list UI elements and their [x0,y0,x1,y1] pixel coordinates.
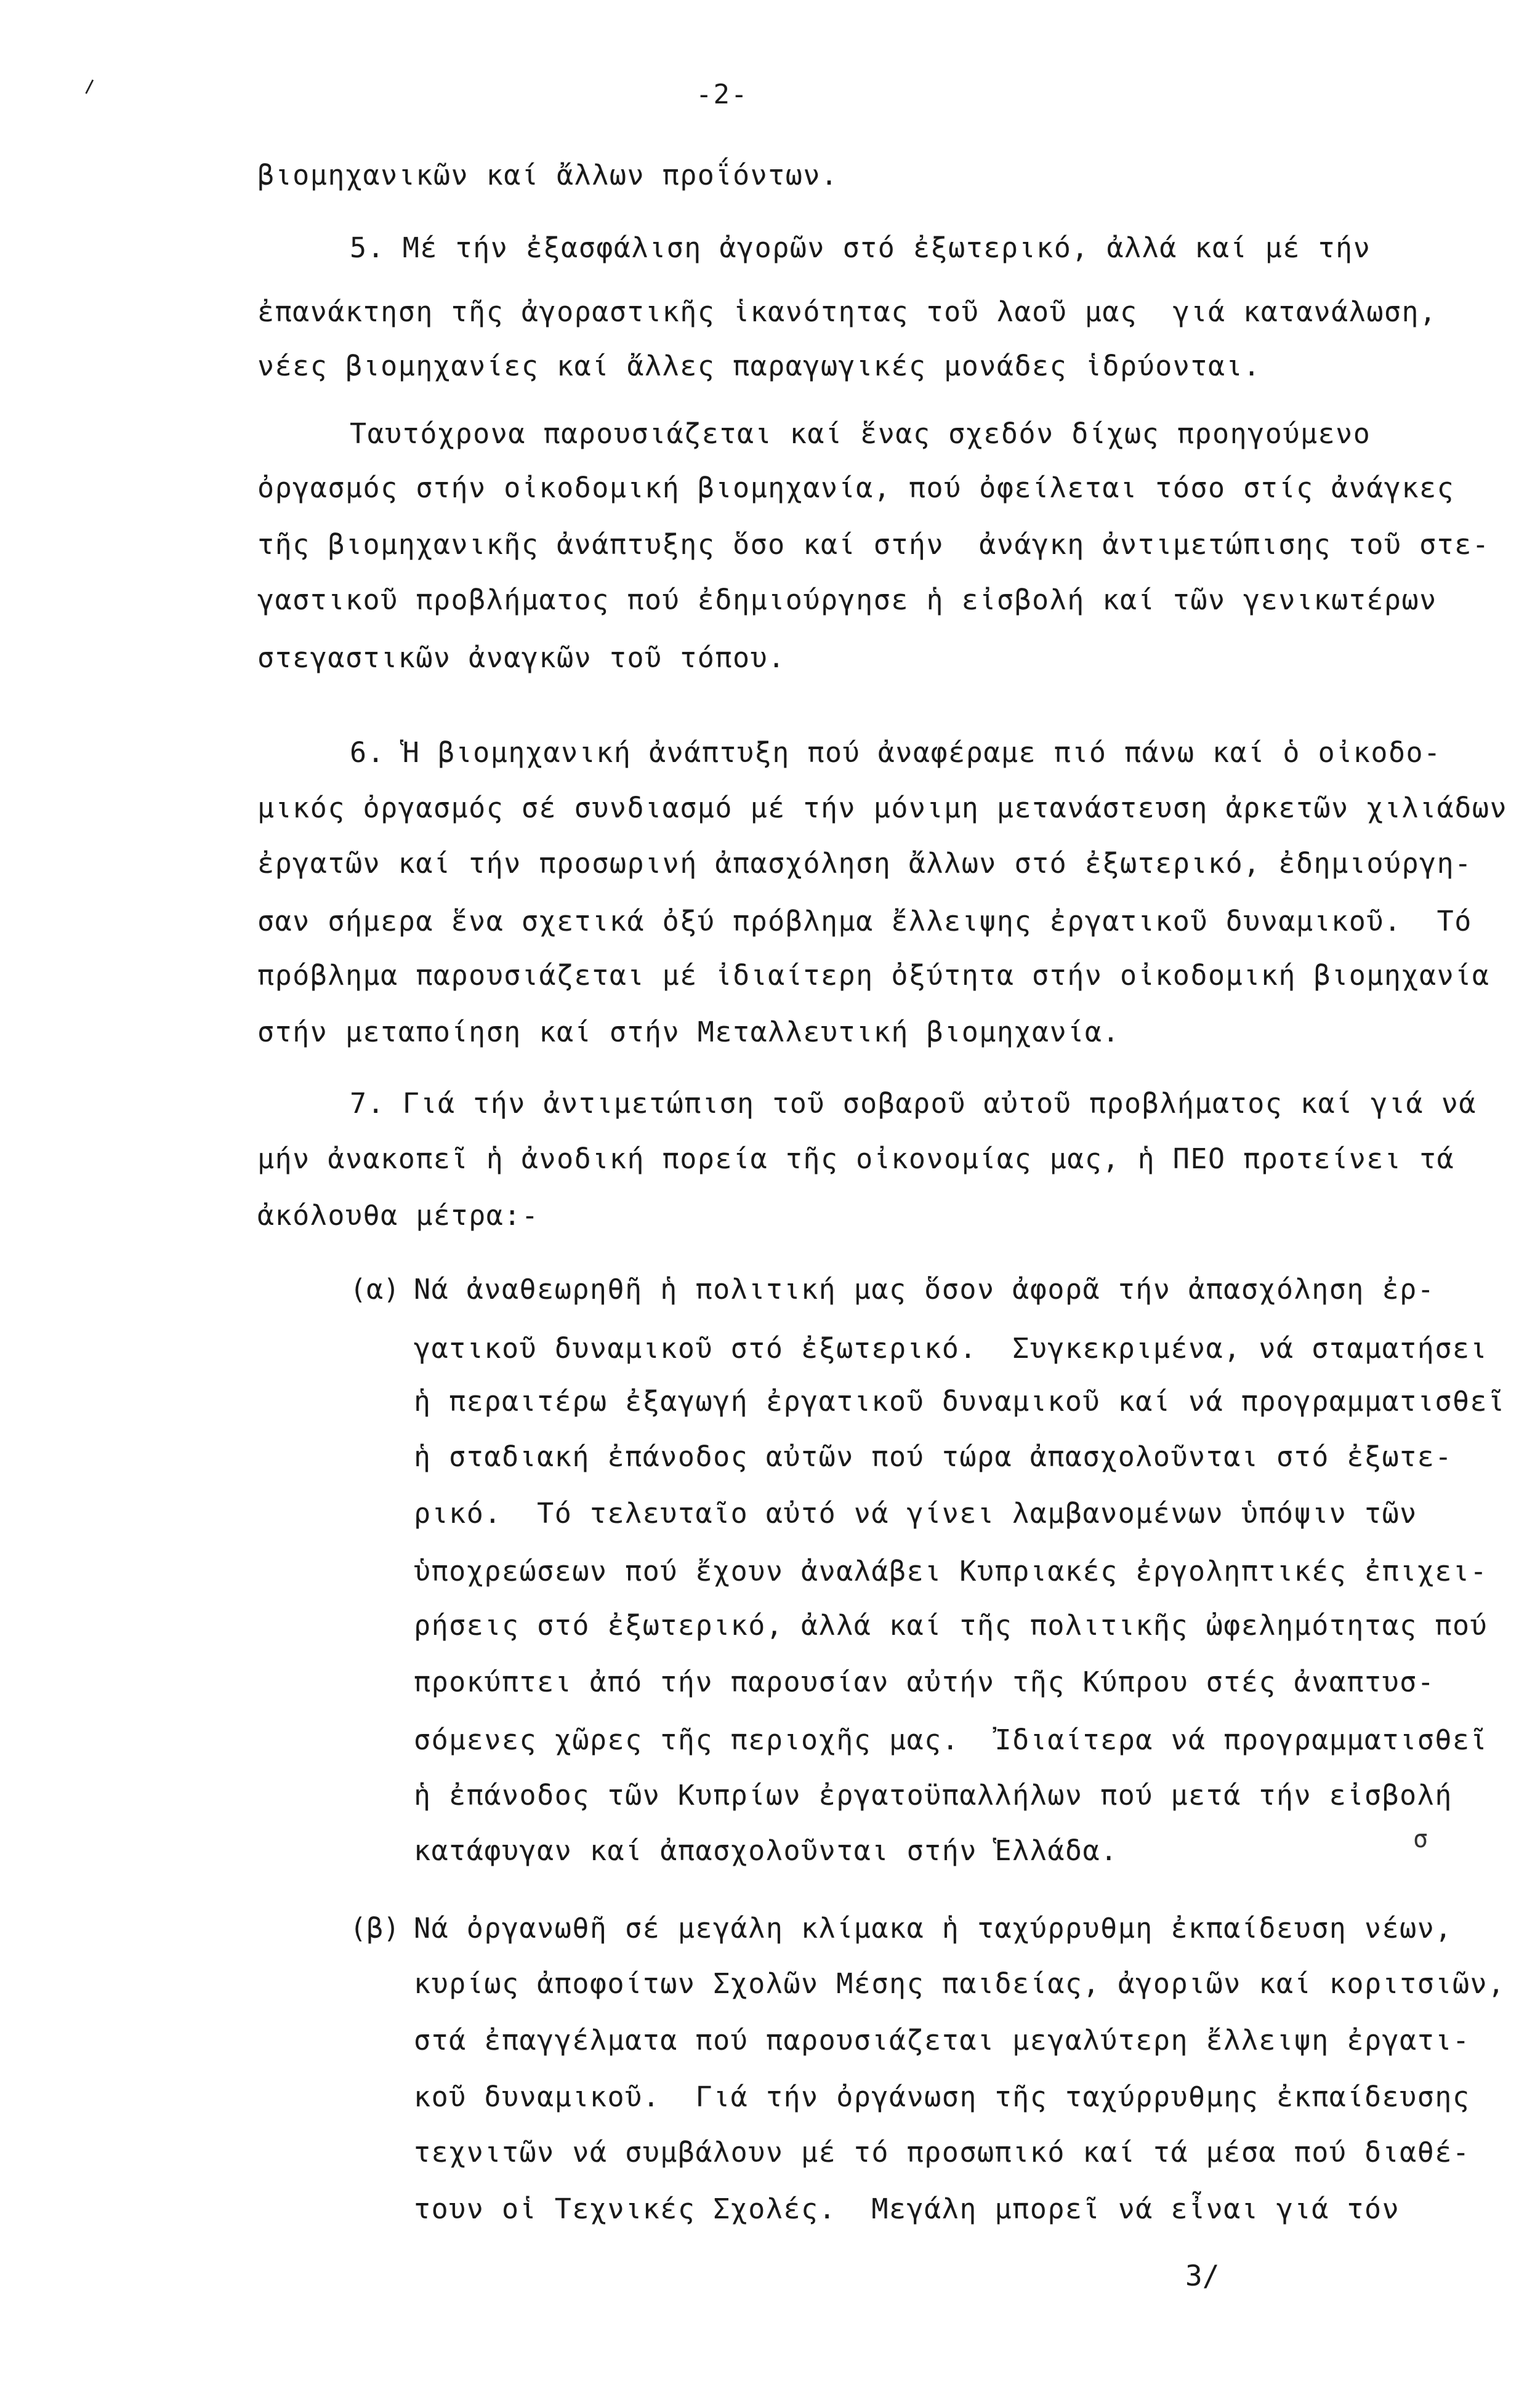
paragraph-6-line: μικός ὀργασμός σέ συνδιασμό μέ τήν μόνιμη μετανάστευση ἀρκετῶν χιλιάδων [257,792,1508,824]
paragraph-7-line: μήν ἀνακοπεῖ ἡ ἀνοδική πορεία τῆς οἰκονομίας μας, ἡ ΠΕΟ προτείνει τά [257,1142,1455,1175]
item-a-line: ρικό. Τό τελευταῖο αὐτό νά γίνει λαμβανομένων ὑπόψιν τῶν [414,1497,1417,1530]
item-b-line: τουν οἱ Τεχνικές Σχολές. Μεγάλη μπορεῖ νά εἶναι γιά τόν [414,2193,1400,2225]
paragraph-6-line: ἐργατῶν καί τήν προσωρινή ἀπασχόληση ἄλλων στό ἐξωτερικό, ἐδημιούργη- [257,847,1472,880]
paragraph-5-line: ἐπανάκτηση τῆς ἀγοραστικῆς ἱκανότητας τοῦ λαοῦ μας γιά κατανάλωση, [257,295,1437,328]
paragraph-6-line: πρόβλημα παρουσιάζεται μέ ἰδιαίτερη ὀξύτητα στήν οἰκοδομική βιομηχανία [257,959,1490,992]
paragraph-taut-line: ὀργασμός στήν οἰκοδομική βιομηχανία, πού ὀφείλεται τόσο στίς ἀνάγκες [257,472,1455,504]
item-a-line: ρήσεις στό ἐξωτερικό, ἀλλά καί τῆς πολιτικῆς ὠφελημότητας πού [414,1609,1488,1642]
item-a-line: κατάφυγαν καί ἀπασχολοῦνται στήν Ἑλλάδα. [414,1834,1118,1867]
item-b-line: στά ἐπαγγέλματα πού παρουσιάζεται μεγαλύτερη ἔλλειψη ἐργατι- [414,2024,1470,2057]
item-b-line: κοῦ δυναμικοῦ. Γιά τήν ὀργάνωση τῆς ταχύρρυθμης ἐκπαίδευσης [414,2081,1470,2113]
paragraph-6-line: σαν σήμερα ἕνα σχετικά ὀξύ πρόβλημα ἔλλειψης ἐργατικοῦ δυναμικοῦ. Τό [257,905,1472,937]
next-page-reference: 3/ [1185,2259,1220,2292]
paragraph-taut-line: Ταυτόχρονα παρουσιάζεται καί ἕνας σχεδόν δίχως προηγούμενο [350,417,1371,450]
item-b-label: (β) [350,1912,400,1944]
margin-mark: σ [1413,1825,1428,1853]
item-a-label: (α) [350,1273,400,1306]
corner-mark: ⸝ [74,60,101,100]
paragraph-taut-line: τῆς βιομηχανικῆς ἀνάπτυξης ὅσο καί στήν ἀνάγκη ἀντιμετώπισης τοῦ στε- [257,528,1490,561]
page-number: -2- [696,79,749,110]
item-a-line: Νά ἀναθεωρηθῆ ἡ πολιτική μας ὅσον ἀφορᾶ τήν ἀπασχόληση ἐρ- [414,1273,1435,1306]
paragraph-5-line: νέες βιομηχανίες καί ἄλλες παραγωγικές μονάδες ἱδρύονται. [257,350,1261,382]
intro-line: βιομηχανικῶν καί ἄλλων προΐόντων. [257,159,839,191]
paragraph-taut-line: γαστικοῦ προβλήματος πού ἐδημιούργησε ἡ εἰσβολή καί τῶν γενικωτέρων [257,584,1437,616]
paragraph-7-line: 7. Γιά τήν ἀντιμετώπιση τοῦ σοβαροῦ αὐτοῦ προβλήματος καί γιά νά [350,1087,1477,1120]
item-a-line: ἡ σταδιακή ἐπάνοδος αὐτῶν πού τώρα ἀπασχολοῦνται στό ἐξωτε- [414,1440,1453,1473]
paragraph-6-line: 6. Ἡ βιομηχανική ἀνάπτυξη πού ἀναφέραμε πιό πάνω καί ὁ οἰκοδο- [350,736,1441,769]
paragraph-7-line: ἀκόλουθα μέτρα:- [257,1199,539,1232]
paragraph-5-line: 5. Μέ τήν ἐξασφάλιση ἀγορῶν στό ἐξωτερικό, ἀλλά καί μέ τήν [350,231,1371,264]
item-a-line: ἡ ἐπάνοδος τῶν Κυπρίων ἐργατοϋπαλλήλων πού μετά τήν εἰσβολή [414,1779,1453,1812]
item-b-line: Νά ὀργανωθῆ σέ μεγάλη κλίμακα ἡ ταχύρρυθμη ἐκπαίδευση νέων, [414,1912,1453,1944]
item-a-line: ἡ περαιτέρω ἐξαγωγή ἐργατικοῦ δυναμικοῦ καί νά προγραμματισθεῖ [414,1385,1505,1418]
item-a-line: προκύπτει ἀπό τήν παρουσίαν αὐτήν τῆς Κύπρου στές ἀναπτυσ- [414,1666,1435,1698]
item-a-line: ὑποχρεώσεων πού ἔχουν ἀναλάβει Κυπριακές ἐργοληπτικές ἐπιχει- [414,1555,1488,1587]
item-b-line: κυρίως ἀποφοίτων Σχολῶν Μέσης παιδείας, ἀγοριῶν καί κοριτσιῶν, [414,1967,1505,2000]
paragraph-taut-line: στεγαστικῶν ἀναγκῶν τοῦ τόπου. [257,641,786,674]
item-a-line: γατικοῦ δυναμικοῦ στό ἐξωτερικό. Συγκεκριμένα, νά σταματήσει [414,1332,1488,1365]
paragraph-6-line: στήν μεταποίηση καί στήν Μεταλλευτική βιομηχανία. [257,1016,1121,1048]
item-b-line: τεχνιτῶν νά συμβάλουν μέ τό προσωπικό καί τά μέσα πού διαθέ- [414,2136,1470,2169]
item-a-line: σόμενες χῶρες τῆς περιοχῆς μας. Ἰδιαίτερα νά προγραμματισθεῖ [414,1724,1488,1756]
